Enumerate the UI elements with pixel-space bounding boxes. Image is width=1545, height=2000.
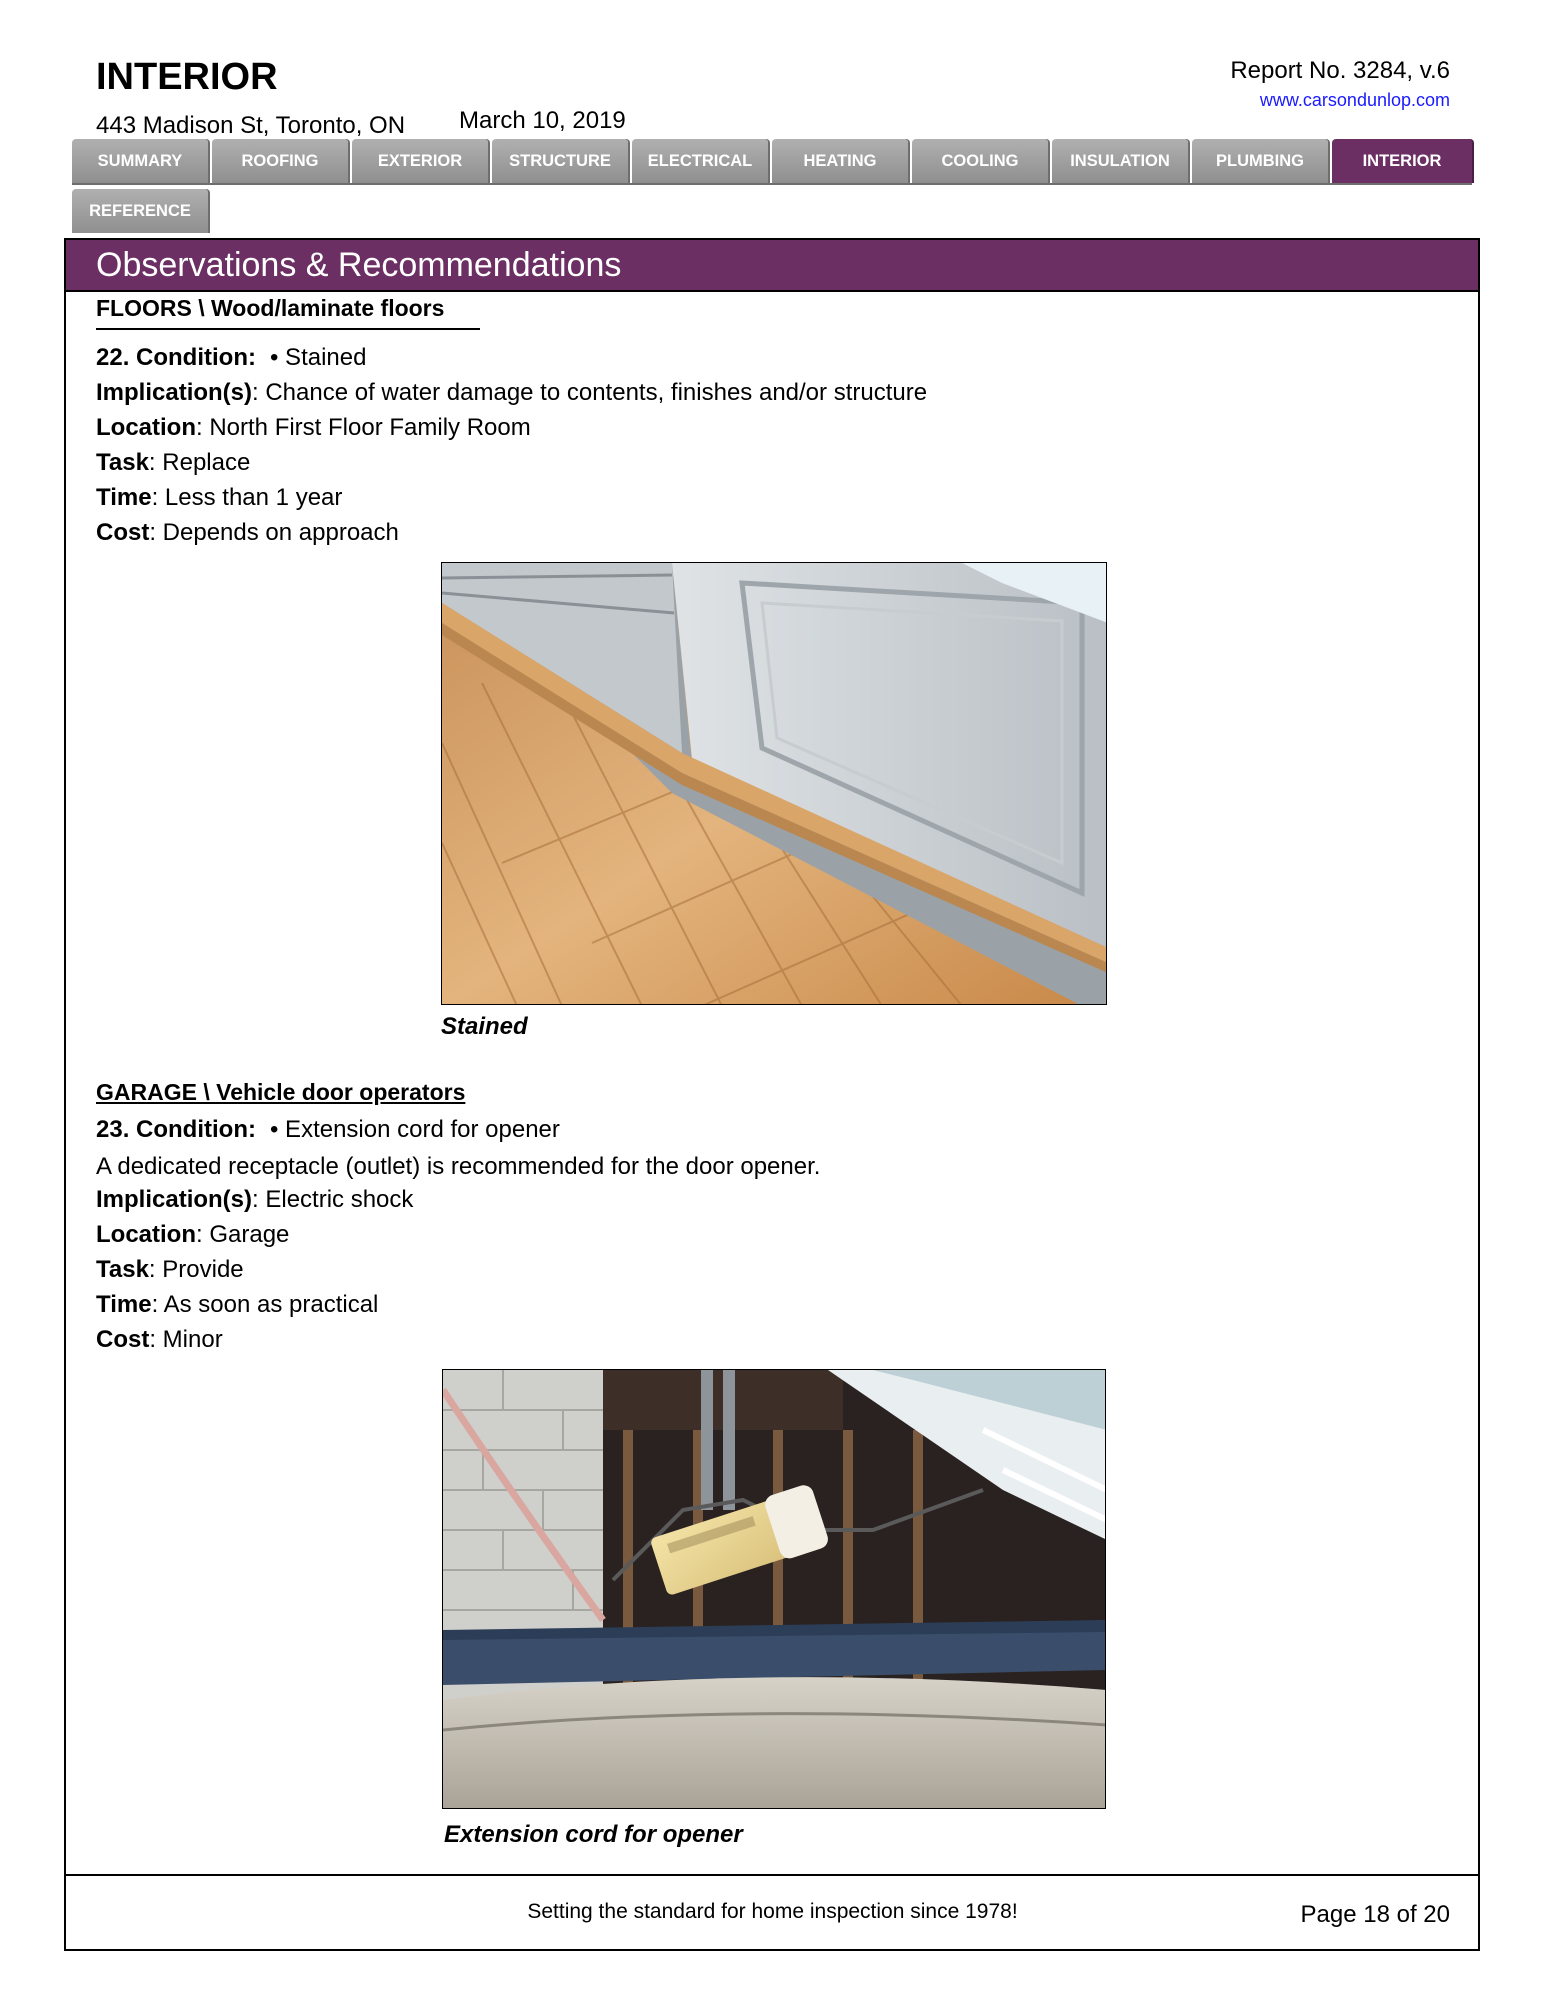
garage-opener-image bbox=[443, 1370, 1106, 1809]
location-line bbox=[96, 1221, 289, 1249]
cost-line bbox=[96, 1326, 223, 1354]
tab-interior[interactable]: INTERIOR bbox=[1332, 139, 1472, 183]
photo-caption: Extension cord for opener bbox=[444, 1821, 743, 1848]
location-label: Location bbox=[96, 1221, 196, 1248]
photo-caption: Stained bbox=[441, 1013, 528, 1040]
task-value: : Provide bbox=[148, 1256, 244, 1283]
task-line bbox=[96, 449, 250, 477]
cost-label: Cost bbox=[96, 1326, 150, 1353]
condition-line bbox=[96, 1116, 560, 1144]
condition-number: 22. Condition: bbox=[96, 344, 256, 371]
tab-roofing[interactable]: ROOFING bbox=[212, 139, 348, 183]
tab-cooling[interactable]: COOLING bbox=[912, 139, 1048, 183]
tab-heating[interactable]: HEATING bbox=[772, 139, 908, 183]
tab-row-divider bbox=[72, 183, 1472, 185]
footer-tagline: Setting the standard for home inspection since 1978! bbox=[527, 1900, 1018, 1923]
task-label: Task bbox=[96, 1256, 149, 1283]
tab-plumbing[interactable]: PLUMBING bbox=[1192, 139, 1328, 183]
location-line bbox=[96, 414, 531, 442]
location-value: : Garage bbox=[196, 1221, 290, 1248]
implication-value: : Chance of water damage to contents, finishes and/or structure bbox=[252, 379, 928, 406]
report-date: March 10, 2019 bbox=[459, 107, 626, 134]
photo-stained-floor bbox=[441, 562, 1107, 1005]
implication-label: Implication(s) bbox=[96, 1186, 253, 1213]
time-value: : Less than 1 year bbox=[151, 484, 343, 511]
page-number: Page 18 of 20 bbox=[1300, 1901, 1450, 1928]
condition-number: 23. Condition: bbox=[96, 1116, 256, 1143]
time-label: Time bbox=[96, 1291, 152, 1318]
tab-insulation[interactable]: INSULATION bbox=[1052, 139, 1188, 183]
task-label: Task bbox=[96, 449, 149, 476]
task-line bbox=[96, 1256, 244, 1284]
cost-line bbox=[96, 519, 399, 547]
implication-value: : Electric shock bbox=[252, 1186, 414, 1213]
property-address: 443 Madison St, Toronto, ON bbox=[96, 112, 406, 139]
cost-label: Cost bbox=[96, 519, 150, 546]
task-value: : Replace bbox=[148, 449, 251, 476]
stained-floor-image bbox=[442, 563, 1107, 1005]
condition-note: A dedicated receptacle (outlet) is recommended for the door opener. bbox=[96, 1153, 821, 1180]
condition-value: • Stained bbox=[269, 344, 367, 371]
time-label: Time bbox=[96, 484, 152, 511]
tab-electrical[interactable]: ELECTRICAL bbox=[632, 139, 768, 183]
photo-garage-opener bbox=[442, 1369, 1106, 1809]
implication-line bbox=[96, 1186, 413, 1214]
footer-divider bbox=[64, 1874, 1480, 1876]
time-line bbox=[96, 1291, 378, 1319]
page-title: INTERIOR bbox=[96, 56, 278, 98]
category-heading-garage: GARAGE \ Vehicle door operators bbox=[96, 1079, 466, 1105]
implication-label: Implication(s) bbox=[96, 379, 253, 406]
category-heading-floors: FLOORS \ Wood/laminate floors bbox=[96, 295, 480, 330]
section-title: Observations & Recommendations bbox=[66, 240, 1478, 292]
tab-reference[interactable]: REFERENCE bbox=[72, 189, 208, 233]
report-number: Report No. 3284, v.6 bbox=[1230, 57, 1450, 84]
time-value: : As soon as practical bbox=[151, 1291, 379, 1318]
tab-summary[interactable]: SUMMARY bbox=[72, 139, 208, 183]
tab-exterior[interactable]: EXTERIOR bbox=[352, 139, 488, 183]
tab-structure[interactable]: STRUCTURE bbox=[492, 139, 628, 183]
location-label: Location bbox=[96, 414, 196, 441]
location-value: : North First Floor Family Room bbox=[196, 414, 531, 441]
website-link[interactable]: www.carsondunlop.com bbox=[1259, 90, 1450, 110]
implication-line bbox=[96, 379, 927, 407]
time-line bbox=[96, 484, 342, 512]
cost-value: : Minor bbox=[149, 1326, 223, 1353]
condition-value: • Extension cord for opener bbox=[269, 1116, 560, 1143]
cost-value: : Depends on approach bbox=[149, 519, 399, 546]
condition-line bbox=[96, 344, 366, 372]
